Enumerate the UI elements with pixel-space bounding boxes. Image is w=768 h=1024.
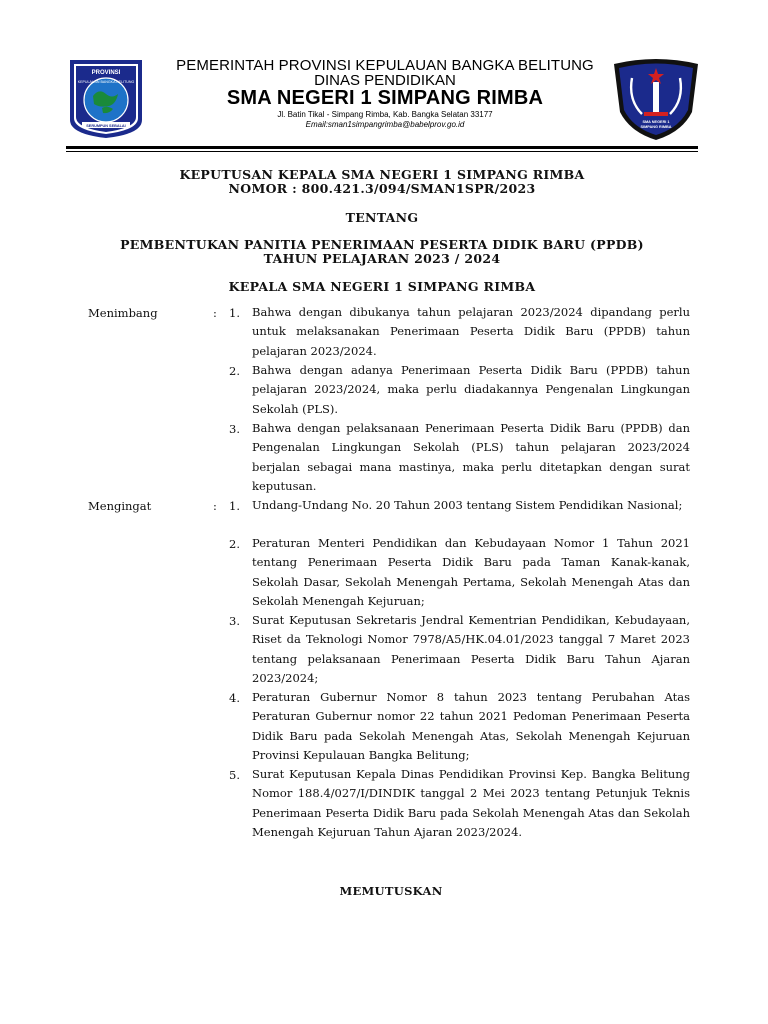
menimbang-label: Menimbang (88, 306, 158, 320)
mengingat-item-text: Peraturan Gubernur Nomor 8 tahun 2023 tentang Perubahan Atas Peraturan Gubernur nomor 22 tahun 2021 Pedoman Penerimaan Peserta Didik Baru pada Sekolah Menengah Atas, Sekolah Menengah Kejuruan Provinsi Kepulauan Bangka Belitung; (252, 690, 690, 762)
menimbang-item-text: Bahwa dengan pelaksanaan Penerimaan Peserta Didik Baru (PPDB) dan Pengenalan Lingkungan Sekolah (PLS) tahun pelajaran 2023/2024 berjalan sebagai mana mastinya, maka perlu ditetapkan dengan surat keputusan. (252, 421, 690, 493)
menimbang-item-text: Bahwa dengan dibukanya tahun pelajaran 2023/2024 dipandang perlu untuk melaksanakan Penerimaan Peserta Didik Baru (PPDB) tahun pelajaran 2023/2024. (252, 305, 690, 358)
letterhead-email: Email:sman1simpangrimba@babelprov.go.id (305, 120, 465, 129)
letterhead-rule (66, 146, 698, 149)
mengingat-item-number: 2. (229, 537, 240, 551)
mengingat-item-text: Surat Keputusan Kepala Dinas Pendidikan Provinsi Kep. Bangka Belitung Nomor 188.4/027/I/DINDIK tanggal 2 Mei 2023 tentang Petunjuk Teknis Penerimaan Peserta Didik Baru pada Sekolah Menengah Atas dan Sekolah Menengah Kejuruan Tahun Ajaran 2023/2024. (252, 767, 690, 839)
decree-issuer: KEPALA SMA NEGERI 1 SIMPANG RIMBA (228, 279, 536, 294)
menimbang-item-number: 2. (229, 364, 240, 378)
mengingat-item-text: Undang-Undang No. 20 Tahun 2003 tentang Sistem Pendidikan Nasional; (252, 498, 683, 512)
letterhead-government: PEMERINTAH PROVINSI KEPULAUAN BANGKA BELITUNG (176, 57, 594, 74)
svg-text:SMA NEGERI 1: SMA NEGERI 1 (642, 120, 670, 124)
mengingat-item-text: Peraturan Menteri Pendidikan dan Kebudayaan Nomor 1 Tahun 2021 tentang Penerimaan Peserta Didik Baru pada Taman Kanak-kanak, Sekolah Dasar, Sekolah Menengah Pertama, Sekolah Menengah Atas dan Sekolah Menengah Kejuruan; (252, 536, 690, 608)
letterhead-school-name: SMA NEGERI 1 SIMPANG RIMBA (226, 87, 544, 109)
decision-heading: MEMUTUSKAN (339, 884, 443, 898)
decree-number: NOMOR : 800.421.3/094/SMAN1SPR/2023 (228, 181, 536, 196)
svg-text:SIMPANG RIMBA: SIMPANG RIMBA (640, 125, 672, 129)
provincial-crest-icon (66, 58, 146, 140)
decree-about-label: TENTANG (345, 210, 419, 225)
menimbang-item-number: 3. (229, 422, 240, 436)
decree-subject-line-2: TAHUN PELAJARAN 2023 / 2024 (263, 251, 501, 266)
svg-text:KEPULAUAN BANGKA BELITUNG: KEPULAUAN BANGKA BELITUNG (77, 80, 135, 84)
letterhead-agency: DINAS PENDIDIKAN (314, 72, 456, 89)
mengingat-label: Mengingat (88, 499, 152, 513)
menimbang-item-text: Bahwa dengan adanya Penerimaan Peserta Didik Baru (PPDB) tahun pelajaran 2023/2024, maka perlu diadakannya Pengenalan Lingkungan Sekolah (PLS). (252, 363, 690, 416)
letterhead-rule-thin (66, 151, 698, 152)
menimbang-colon: : (213, 306, 217, 320)
mengingat-colon: : (213, 499, 217, 513)
svg-text:PROVINSI: PROVINSI (91, 70, 121, 76)
menimbang-item-number: 1. (229, 306, 240, 320)
mengingat-item-number: 4. (229, 691, 240, 705)
mengingat-item-text: Surat Keputusan Sekretaris Jendral Kementrian Pendidikan, Kebudayaan, Riset da Teknologi Nomor 7978/A5/HK.04.01/2023 tanggal 7 Maret 2023 tentang pelaksanaan Penerimaan Peserta Didik Baru Tahun Ajaran 2023/2024; (252, 613, 690, 685)
school-crest-icon (608, 56, 704, 142)
decree-subject-line-1: PEMBENTUKAN PANITIA PENERIMAAN PESERTA DIDIK BARU (PPDB) (120, 237, 644, 252)
decree-title: KEPUTUSAN KEPALA SMA NEGERI 1 SIMPANG RIMBA (179, 167, 585, 182)
mengingat-item-number: 3. (229, 614, 240, 628)
mengingat-item-number: 1. (229, 499, 240, 513)
letterhead-address: Jl. Batin Tikal - Simpang Rimba, Kab. Bangka Selatan 33177 (277, 110, 493, 119)
svg-text:SERUMPUN SEBALAI: SERUMPUN SEBALAI (86, 124, 126, 128)
mengingat-item-number: 5. (229, 768, 240, 782)
